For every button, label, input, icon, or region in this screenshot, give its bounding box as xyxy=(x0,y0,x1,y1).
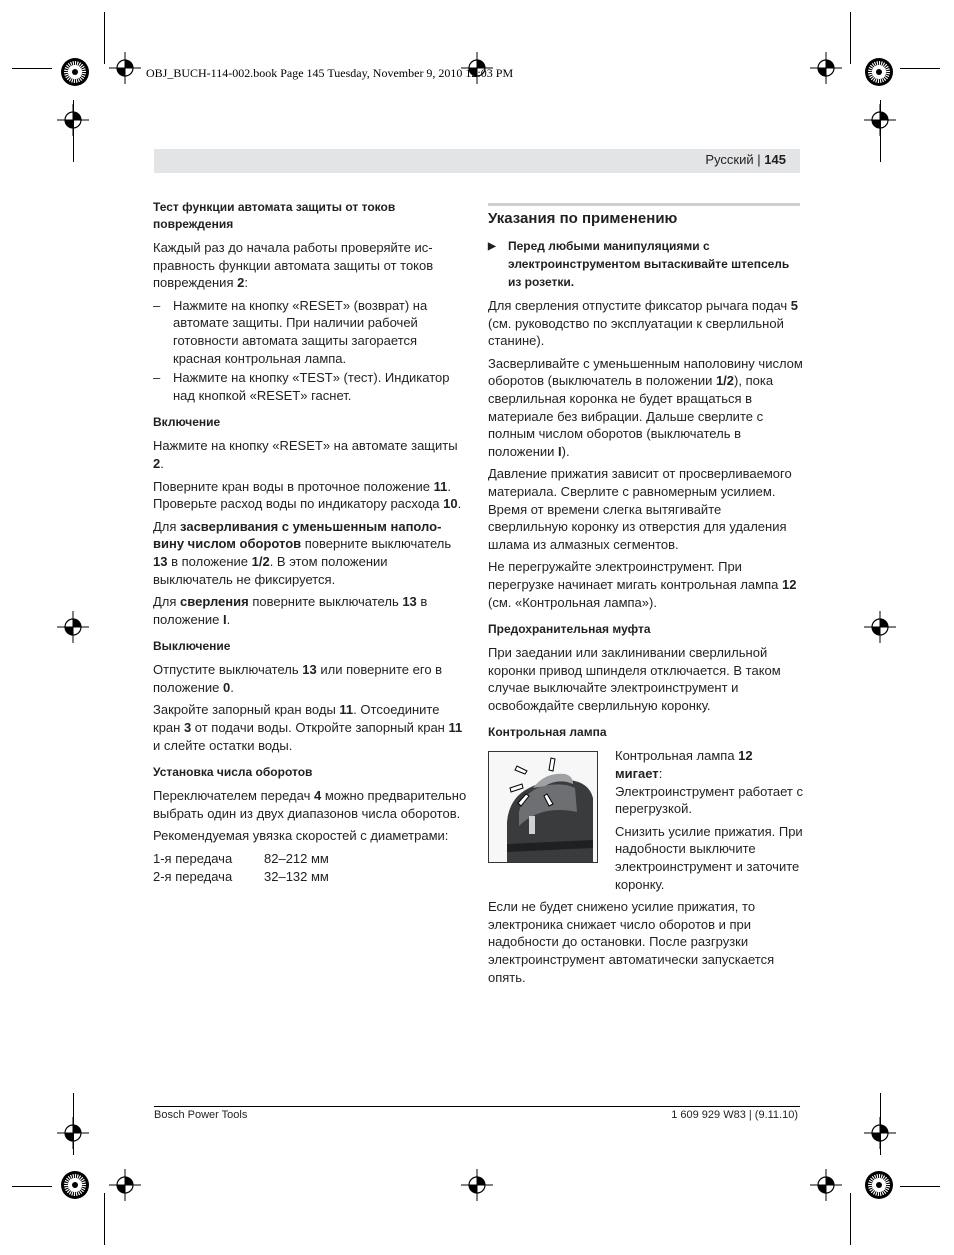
text-run: . xyxy=(226,611,231,627)
gear-row xyxy=(153,850,468,868)
ref-number: 2 xyxy=(153,455,161,471)
text-run: : xyxy=(658,766,663,782)
ref-number: 4 xyxy=(313,788,322,804)
test-title: Тест функции автомата защиты от токов повреждения xyxy=(153,200,396,231)
speed-title: Установка числа оборотов xyxy=(153,765,313,780)
ref-number: 1/2 xyxy=(251,553,270,569)
ref-number: 0 xyxy=(223,679,231,695)
dash-bullet: – xyxy=(153,370,161,386)
registration-mark-icon xyxy=(810,52,842,84)
text-run: ), пока сверлильная коронка не будет вращаться в материале без вибрации. Дальше сверлите с полным числом оборотов (выключатель в положении xyxy=(488,373,774,459)
usage-paragraph-4 xyxy=(488,558,803,611)
registration-mark-icon xyxy=(810,1169,842,1201)
emphasis: сверления xyxy=(180,594,249,610)
text-run: . xyxy=(160,455,164,471)
color-target-icon xyxy=(864,1170,894,1200)
text-run: или поверните его в положение xyxy=(153,662,443,695)
registration-mark-icon xyxy=(109,1169,141,1201)
ref-number: 12 xyxy=(782,576,797,592)
text-run: поверните выключатель xyxy=(301,536,452,552)
text-run: Электроинструмент работает с перегрузкой. xyxy=(615,783,803,817)
text-run: Нажмите на кнопку «RESET» на автомате защиты xyxy=(153,438,458,454)
footer-divider xyxy=(154,1106,800,1107)
footer-brand: Bosch Power Tools xyxy=(154,1109,248,1121)
lamp-title: Контрольная лампа xyxy=(488,725,607,740)
usage-paragraph-1 xyxy=(488,297,803,350)
text-run: и слейте остатки воды. xyxy=(153,737,293,753)
text-run: (см. руководство по эксплуатации к сверлильной станине). xyxy=(488,315,784,349)
registration-mark-icon xyxy=(864,104,896,136)
ref-number: 2 xyxy=(237,275,245,291)
list-item-text: Нажмите на кнопку «RESET» (возврат) на автомате защиты. При наличии рабочей готовности автомата защиты загорается красная контрольная лампа. xyxy=(173,297,428,366)
text-run: Поверните кран воды в проточное положение xyxy=(153,478,434,494)
text-run: Для xyxy=(153,594,181,610)
on-paragraph-2 xyxy=(153,478,468,513)
registration-mark-icon xyxy=(864,1117,896,1149)
text-run: . В этом положении выключатель не фиксируется. xyxy=(153,553,388,587)
lamp-paragraph-2: Снизить усилие прижатия. При надобности выключите электроинструмент и заточите коронку. xyxy=(615,823,803,892)
lamp-block xyxy=(488,747,803,898)
list-item-text: Нажмите на кнопку «TEST» (тест). Индикатор над кнопкой «RESET» гаснет. xyxy=(173,370,450,403)
list-item xyxy=(153,369,468,404)
ref-number: 11 xyxy=(448,720,463,736)
gear-label: 1-я передача xyxy=(153,851,233,867)
speed-paragraph-2: Рекомендуемая увязка скоростей с диаметрами: xyxy=(153,828,449,844)
gear-range: 82–212 мм xyxy=(264,851,329,867)
section-title: Указания по применению xyxy=(488,203,800,229)
ref-number: 3 xyxy=(183,720,192,736)
on-paragraph-1 xyxy=(153,437,468,472)
text-run: в положение xyxy=(153,594,428,627)
ref-number: I xyxy=(223,611,227,627)
text-run: поверните выключатель xyxy=(248,594,403,610)
on-title: Включение xyxy=(153,415,221,430)
right-column xyxy=(488,203,803,991)
registration-mark-icon xyxy=(864,611,896,643)
print-info: OBJ_BUCH-114-002.book Page 145 Tuesday, November 9, 2010 12:03 PM xyxy=(146,66,514,80)
registration-mark-icon xyxy=(461,1169,493,1201)
usage-paragraph-2 xyxy=(488,355,803,461)
text-run: Отпустите выключатель xyxy=(153,662,303,678)
ref-number: 11 xyxy=(339,702,354,718)
ref-number: 5 xyxy=(790,298,799,313)
ref-number: 1/2 xyxy=(715,373,735,389)
text-run: . Проверьте расход воды по индикатору расхода xyxy=(153,478,451,512)
text-run: Для сверления отпустите фиксатор рычага подач xyxy=(488,298,791,313)
lamp-text xyxy=(615,747,803,898)
triangle-bullet-icon: ▶ xyxy=(488,241,496,252)
usage-paragraph-3: Давление прижатия зависит от просверливаемого материала. Сверлите с равномерным усилием. Время от времени слегка вытягивайте сверлильную коронку из отверстия для удаления шлама из алмазных сегментов. xyxy=(488,466,792,552)
speed-paragraph-1 xyxy=(153,787,468,822)
text-run: . xyxy=(457,496,462,512)
ref-number: 12 xyxy=(738,748,753,764)
text-run: Переключателем передач xyxy=(153,788,314,804)
text-run: . Отсоедините кран xyxy=(153,702,440,736)
color-target-icon xyxy=(864,57,894,87)
registration-mark-icon xyxy=(57,1117,89,1149)
text-run: : xyxy=(244,275,248,291)
off-paragraph-1 xyxy=(153,661,468,696)
text-run: можно предварительно выбрать один из двух диапазонов числа оборотов. xyxy=(153,788,467,821)
emphasis: мигает xyxy=(615,766,659,782)
warning-text: Перед любыми манипуляциями с электроинструментом вытаскивайте штепсель из розетки. xyxy=(508,239,790,289)
footer-doc-number: 1 609 929 W83 | (9.11.10) xyxy=(671,1109,798,1121)
ref-number: I xyxy=(558,443,562,459)
text-run: Засверливайте с уменьшенным наполовину числом оборотов (выключатель в положении xyxy=(488,355,803,389)
emphasis: засверливания с уменьшенным наполовину числом оборотов xyxy=(153,518,442,552)
text-run: в положение xyxy=(167,553,252,569)
lamp-paragraph-3: Если не будет снижено усилие прижатия, то электроника снижает число оборотов и при надобности до остановки. После разгрузки электроинструмент автоматически запускается опять. xyxy=(488,899,775,985)
text-run: Не перегружайте электроинструмент. При перегрузке начинает мигать контрольная лампа xyxy=(488,559,782,592)
color-target-icon xyxy=(60,1170,90,1200)
off-title: Выключение xyxy=(153,639,231,654)
header-language: Русский xyxy=(705,152,754,167)
ref-number: 13 xyxy=(402,594,417,610)
page-header xyxy=(154,149,800,173)
warning-item xyxy=(488,237,803,291)
ref-number: 10 xyxy=(443,496,458,512)
off-paragraph-2 xyxy=(153,701,468,754)
gear-row xyxy=(153,868,468,886)
on-paragraph-4 xyxy=(153,593,468,628)
left-column xyxy=(153,199,468,885)
text-run: (см. «Контрольная лампа»). xyxy=(488,594,657,610)
text-run: Контрольная лампа xyxy=(615,748,739,764)
registration-mark-icon xyxy=(57,611,89,643)
clutch-title: Предохранительная муфта xyxy=(488,622,651,637)
ref-number: 11 xyxy=(433,478,448,494)
text-run: . xyxy=(230,679,234,695)
list-item xyxy=(153,297,468,367)
clutch-paragraph: При заедании или заклинивании сверлильной коронки привод шпинделя отключается. В таком случае выключайте электроинструмент и освобождайте сверлильную коронку. xyxy=(488,645,781,713)
test-paragraph xyxy=(153,239,468,292)
ref-number: 13 xyxy=(153,553,168,569)
lamp-paragraph-1 xyxy=(615,747,803,817)
text-run: ). xyxy=(561,443,570,459)
color-target-icon xyxy=(60,57,90,87)
tool-lamp-illustration xyxy=(488,751,598,863)
text-run: Закройте запорный кран воды xyxy=(153,702,340,718)
page-number: 145 xyxy=(764,152,786,167)
registration-mark-icon xyxy=(109,52,141,84)
on-paragraph-3 xyxy=(153,518,468,588)
ref-number: 13 xyxy=(302,662,317,678)
text-run: от подачи воды. Откройте запорный кран xyxy=(191,720,449,736)
registration-mark-icon xyxy=(57,104,89,136)
dash-bullet: – xyxy=(153,297,161,313)
header-separator: | xyxy=(757,152,761,167)
gear-label: 2-я передача xyxy=(153,868,233,884)
header-text xyxy=(705,152,786,167)
text-run: Каждый раз до начала работы проверяйте исправность функции автомата защиты от токов повреждения xyxy=(153,240,434,291)
gear-range: 32–132 мм xyxy=(264,868,329,884)
text-run: Для xyxy=(153,518,181,534)
